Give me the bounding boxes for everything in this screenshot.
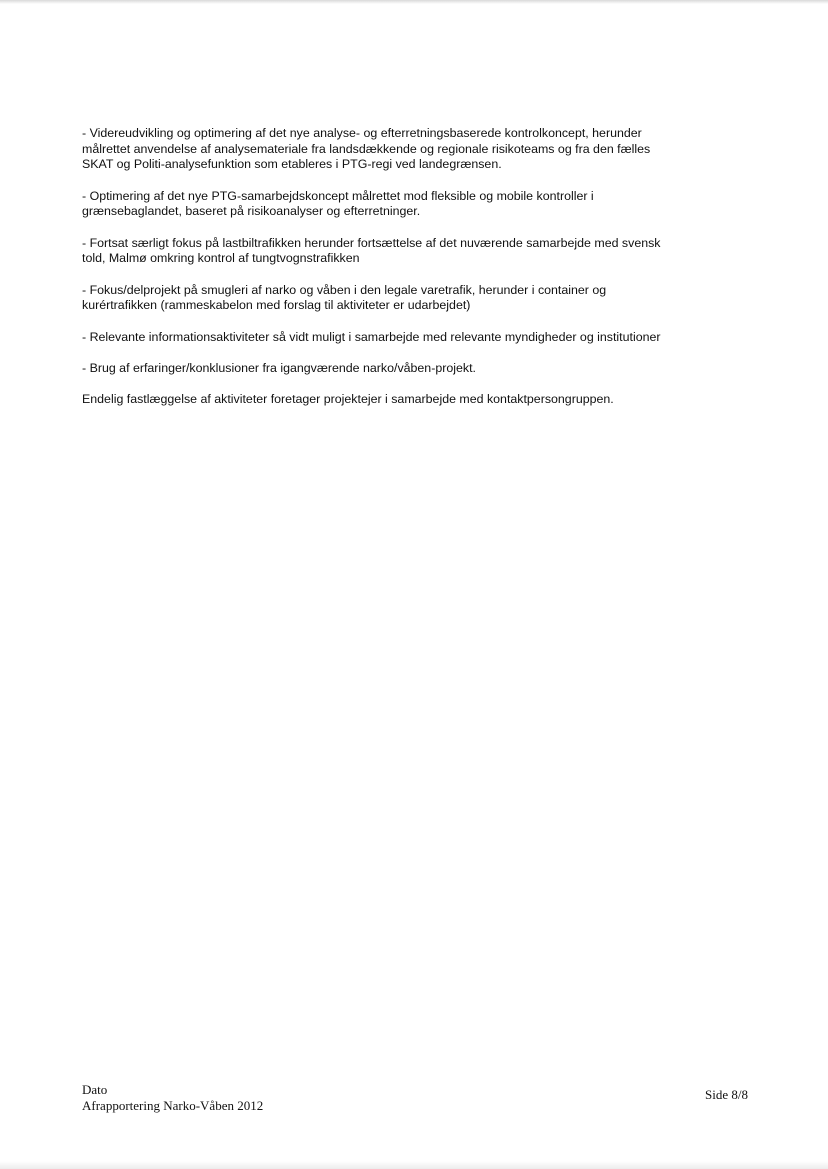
scan-bottom-edge (0, 1161, 828, 1169)
text-line: SKAT og Politi-analysefunktion som etableres i PTG-regi ved landegrænsen. (82, 157, 502, 171)
text-line: kurértrafikken (rammeskabelon med forslag til aktiviteter er udarbejdet) (82, 298, 471, 312)
text-line: - Relevante informationsaktiviteter så vidt muligt i samarbejde med relevante myndigheder og institutioner (82, 329, 661, 344)
page-number: Side 8/8 (705, 1087, 748, 1102)
text-line: målrettet anvendelse af analysemateriale fra landsdækkende og regionale risikoteams og fra den fælles (82, 141, 651, 156)
bullet-experiences (82, 361, 754, 377)
bullet-truck-traffic (82, 236, 754, 267)
text-line: - Fokus/delprojekt på smugleri af narko og våben i den legale varetrafik, herunder i container og (82, 282, 607, 297)
text-line: - Brug af erfaringer/konklusioner fra igangværende narko/våben-projekt. (82, 361, 476, 375)
scan-top-edge (0, 0, 828, 4)
text-line: told, Malmø omkring kontrol af tungtvognstrafikken (82, 251, 360, 265)
text-line: grænsebaglandet, baseret på risikoanalyser og efterretninger. (82, 204, 421, 218)
bullet-smuggling-project (82, 283, 754, 314)
bullet-ptg-cooperation (82, 189, 754, 220)
closing-paragraph: Endelig fastlæggelse af aktiviteter foretager projektejer i samarbejde med kontaktpersongruppen. (82, 391, 614, 406)
footer-document-title: Afrapportering Narko-Våben 2012 (82, 1098, 264, 1113)
text-line: - Optimering af det nye PTG-samarbejdskoncept målrettet mod fleksible og mobile kontroller i (82, 188, 594, 203)
bullet-information-activities (82, 330, 754, 346)
text-line: - Fortsat særligt fokus på lastbiltrafikken herunder fortsættelse af det nuværende samarbejde med svensk (82, 235, 661, 250)
text-line: - Videreudvikling og optimering af det nye analyse- og efterretningsbaserede kontrolkoncept, herunder (82, 126, 642, 140)
document-body (82, 126, 754, 407)
footer-left (82, 1082, 263, 1114)
footer-date-label: Dato (82, 1082, 108, 1097)
bullet-analysis-concept (82, 126, 754, 173)
